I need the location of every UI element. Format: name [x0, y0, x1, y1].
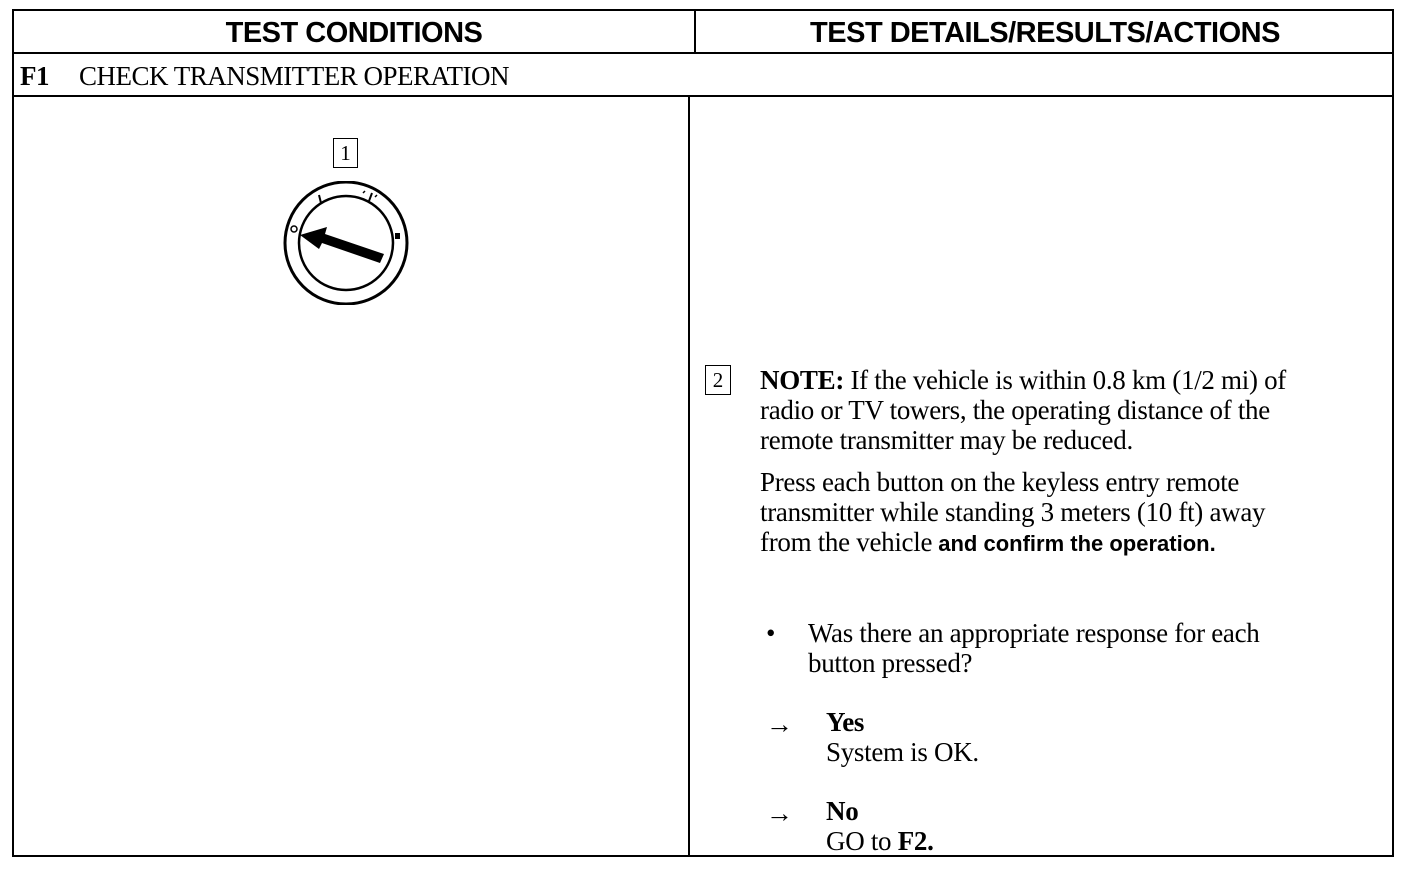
callout-1: 1 — [333, 138, 358, 168]
yes-arrow-icon: → — [766, 709, 793, 739]
question-bullet: • — [766, 618, 776, 648]
yes-label: Yes — [826, 707, 865, 737]
header-test-details: TEST DETAILS/RESULTS/ACTIONS — [810, 17, 1280, 49]
instruction-line-2: transmitter while standing 3 meters (10 ft) away — [760, 497, 1266, 527]
no-action-target: F2. — [897, 826, 934, 856]
note-line-3: remote transmitter may be reduced. — [760, 425, 1133, 455]
note-label: NOTE: — [760, 365, 845, 395]
note-line-1: If the vehicle is within 0.8 km (1/2 mi) of — [844, 365, 1286, 395]
question-text — [808, 618, 1388, 678]
yes-action: System is OK. — [826, 737, 979, 767]
step-title-row — [20, 56, 509, 94]
no-arrow-icon: → — [766, 798, 793, 828]
note-line-2: radio or TV towers, the operating distance of the — [760, 395, 1270, 425]
instruction-paragraph — [760, 467, 1380, 559]
question-line-1: Was there an appropriate response for each — [808, 618, 1260, 648]
instruction-line-3b: and confirm the operation. — [932, 531, 1216, 556]
step-number: F1 — [20, 61, 49, 91]
test-table — [12, 9, 1394, 857]
no-label: No — [826, 796, 859, 826]
body-column-divider — [688, 97, 690, 855]
step-title: CHECK TRANSMITTER OPERATION — [79, 61, 510, 91]
instruction-line-1: Press each button on the keyless entry remote — [760, 467, 1240, 497]
header-test-conditions: TEST CONDITIONS — [225, 17, 483, 49]
ignition-switch-icon — [279, 181, 413, 305]
note-paragraph — [760, 365, 1380, 455]
yes-result — [826, 707, 979, 767]
no-result — [826, 796, 934, 856]
header-column-divider — [694, 11, 696, 53]
step-divider — [14, 95, 1392, 97]
header-divider — [14, 52, 1392, 54]
question-line-2: button pressed? — [808, 648, 973, 678]
instruction-line-3a: from the vehicle — [760, 527, 933, 557]
callout-2: 2 — [705, 365, 731, 395]
no-action-prefix: GO to — [826, 826, 898, 856]
